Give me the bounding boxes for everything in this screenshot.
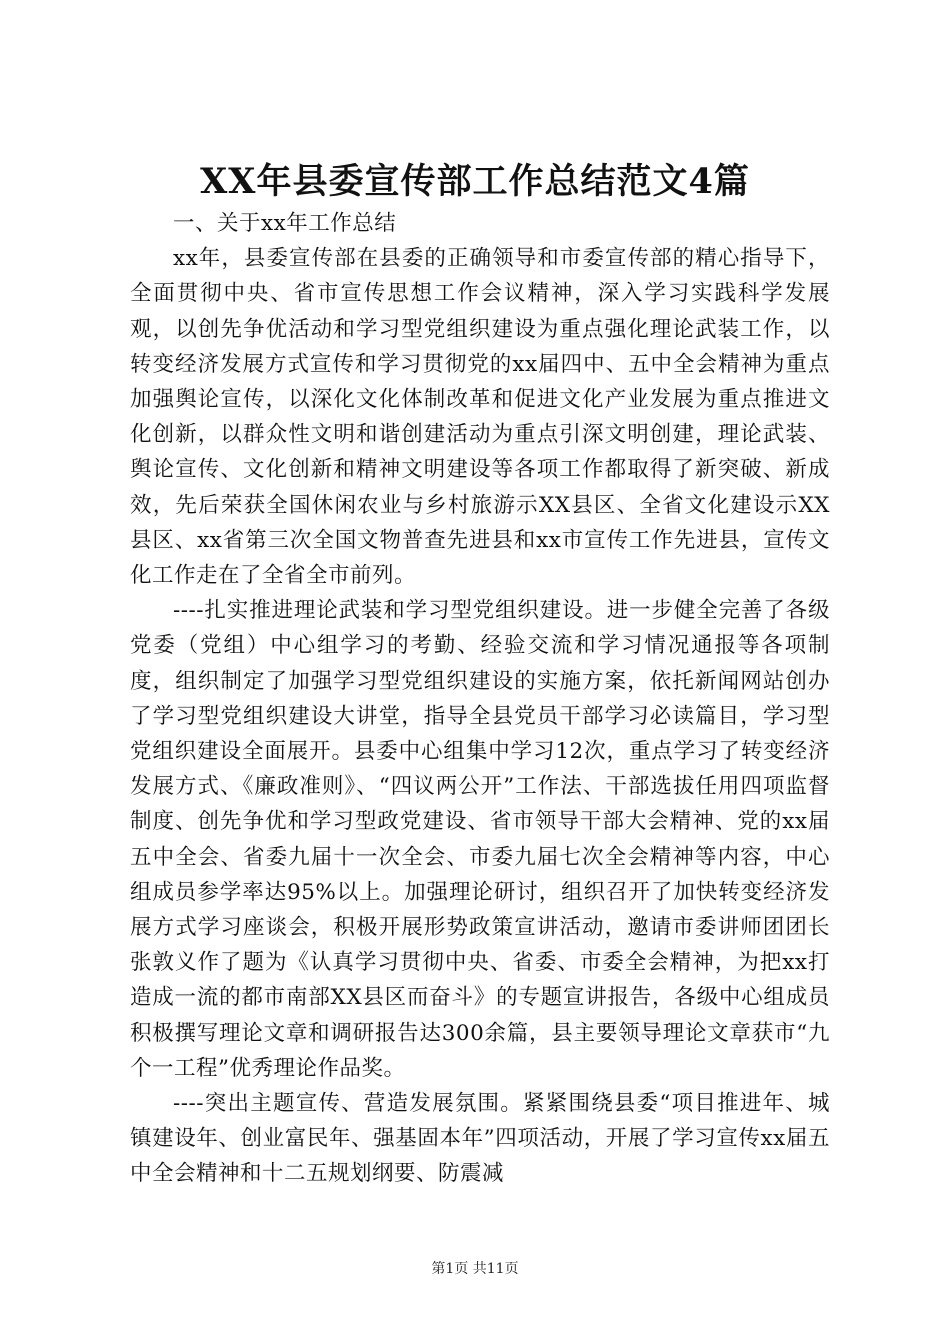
paragraph-publicity: ----突出主题宣传、营造发展氛围。紧紧围绕县委“项目推进年、城镇建设年、创业富民年、强基固本年”四项活动，开展了学习宣传xx届五中全会精神和十二五规划纲要、防震减 <box>130 1091 830 1187</box>
document-body <box>130 206 830 1192</box>
paragraph-theory: ----扎实推进理论武装和学习型党组织建设。进一步健全完善了各级党委（党组）中心组学习的考勤、经验交流和学习情况通报等各项制度，组织制定了加强学习型党组织建设的实施方案，依托新闻网站创办了学习型党组织建设大讲堂，指导全县党员干部学习必读篇目，学习型党组织建设全面展开。县委中心组集中学习12次，重点学习了转变经济发展方式、《廉政准则》、“四议两公开”工作法、干部选拔任用四项监督制度、创先争优和学习型政党建设、省市领导干部大会精神、党的xx届五中全会、省委九届十一次全会、市委九届七次全会精神等内容，中心组成员参学率达95%以上。加强理论研讨，组织召开了加快转变经济发展方式学习座谈会，积极开展形势政策宣讲活动，邀请市委讲师团团长张敦义作了题为《认真学习贯彻中央、省委、市委全会精神，为把xx打造成一流的都市南部XX县区而奋斗》的专题宣讲报告，各级中心组成员积极撰写理论文章和调研报告达300余篇，县主要领导理论文章获市“九个一工程”优秀理论作品奖。 <box>130 598 830 1081</box>
page-number-footer: 第1页 共11页 <box>431 1261 519 1277</box>
document-title: XX年县委宣传部工作总结范文4篇 <box>200 161 750 202</box>
section-heading: 一、关于xx年工作总结 <box>173 211 397 236</box>
paragraph-intro: xx年，县委宣传部在县委的正确领导和市委宣传部的精心指导下，全面贯彻中央、省市宣传思想工作会议精神，深入学习实践科学发展观，以创先争优活动和学习型党组织建设为重点强化理论武装工作，以转变经济发展方式宣传和学习贯彻党的xx届四中、五中全会精神为重点加强舆论宣传，以深化文化体制改革和促进文化产业发展为重点推进文化创新，以群众性文明和谐创建活动为重点引深文明创建，理论武装、舆论宣传、文化创新和精神文明建设等各项工作都取得了新突破、新成效，先后荣获全国休闲农业与乡村旅游示XX县区、全省文化建设示XX县区、xx省第三次全国文物普查先进县和xx市宣传工作先进县，宣传文化工作走在了全省全市前列。 <box>130 246 830 589</box>
